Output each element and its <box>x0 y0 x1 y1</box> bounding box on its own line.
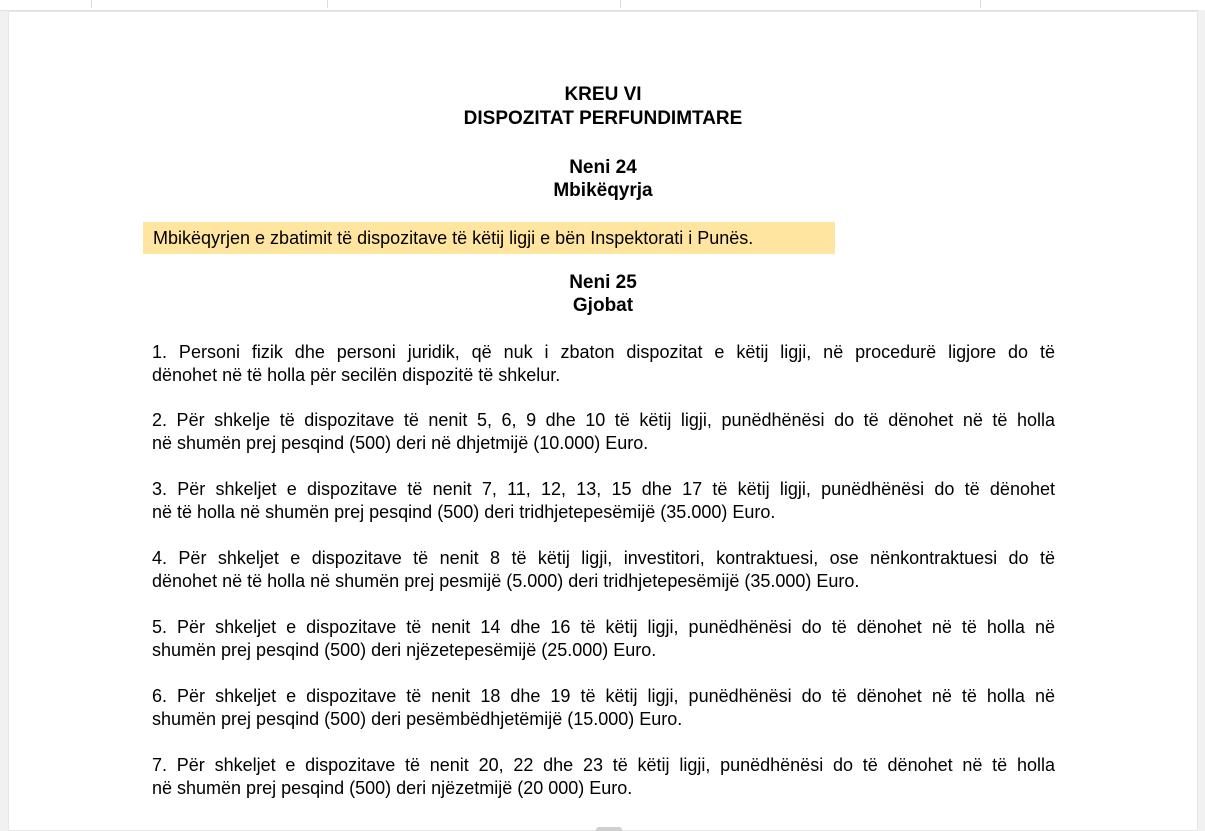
paragraph-line: në shumën prej pesqind (500) deri në dhjetmijë (10.000) Euro. <box>152 433 649 453</box>
paragraph-line: në të holla në shumën prej pesqind (500) deri tridhjetepesëmijë (35.000) Euro. <box>152 502 776 522</box>
article-25-title: Gjobat <box>572 295 634 316</box>
article-24-title: Mbikëqyrja <box>553 180 653 201</box>
paragraph-line: dënohet në të holla për secilën dispozitë të shkelur. <box>152 365 561 385</box>
divider <box>620 0 621 8</box>
paragraph-line: 5. Për shkeljet e dispozitave të nenit 14 dhe 16 të këtij ligji, punëdhënësi do të dënohet në të holla në <box>152 617 1055 637</box>
paragraph-line: në shumën prej pesqind (500) deri njëzetmijë (20 000) Euro. <box>152 778 633 798</box>
paragraph-line: 7. Për shkeljet e dispozitave të nenit 20, 22 dhe 23 të këtij ligji, punëdhënësi do të dënohet në të holla <box>152 755 1055 775</box>
chapter-heading: DISPOZITAT PERFUNDIMTARE <box>463 108 743 129</box>
article-24-highlighted-text: Mbikëqyrjen e zbatimit të dispozitave të këtij ligji e bën Inspektorati i Punës. <box>143 222 835 254</box>
paragraph-line: 2. Për shkelje të dispozitave të nenit 5, 6, 9 dhe 10 të këtij ligji, punëdhënësi do të dënohet në të holla <box>152 410 1055 430</box>
paragraph-line: 3. Për shkeljet e dispozitave të nenit 7, 11, 12, 13, 15 dhe 17 të këtij ligji, punëdhënësi do të dënohet <box>152 479 1055 499</box>
paragraph-3 <box>152 478 1055 524</box>
paragraph-line: 4. Për shkeljet e dispozitave të nenit 8 të këtij ligji, investitori, kontraktuesi, ose nënkontraktuesi do të <box>152 548 1055 568</box>
paragraph-1 <box>152 341 1055 387</box>
paragraph-line: shumën prej pesqind (500) deri pesëmbëdhjetëmijë (15.000) Euro. <box>152 709 683 729</box>
paragraph-line: 1. Personi fizik dhe personi juridik, që nuk i zbaton dispozitat e këtij ligji, në procedurë ligjore do të <box>152 342 1055 362</box>
article-25-number: Neni 25 <box>569 272 637 293</box>
document-page <box>9 12 1197 830</box>
divider <box>980 0 981 8</box>
paragraph-line: 6. Për shkeljet e dispozitave të nenit 18 dhe 19 të këtij ligji, punëdhënësi do të dënohet në të holla në <box>152 686 1055 706</box>
paragraph-line: shumën prej pesqind (500) deri njëzetepesëmijë (25.000) Euro. <box>152 640 657 660</box>
divider <box>327 0 328 8</box>
paragraph-6 <box>152 685 1055 731</box>
paragraph-2 <box>152 409 1055 455</box>
paragraph-4 <box>152 547 1055 593</box>
paragraph-5 <box>152 616 1055 662</box>
chapter-title <box>9 83 1197 131</box>
page-break-marker <box>596 827 622 831</box>
article-24-heading <box>9 156 1197 202</box>
paragraph-7 <box>152 754 1055 800</box>
paragraph-line: dënohet në të holla në shumën prej pesmijë (5.000) deri tridhjetepesëmijë (35.000) Euro. <box>152 571 860 591</box>
article-25-heading <box>9 271 1197 317</box>
article-24-number: Neni 24 <box>569 157 637 178</box>
vertical-scrollbar[interactable] <box>1199 10 1205 831</box>
chapter-number: KREU VI <box>564 84 642 105</box>
divider <box>91 0 92 8</box>
toolbar-strip <box>0 0 1205 11</box>
